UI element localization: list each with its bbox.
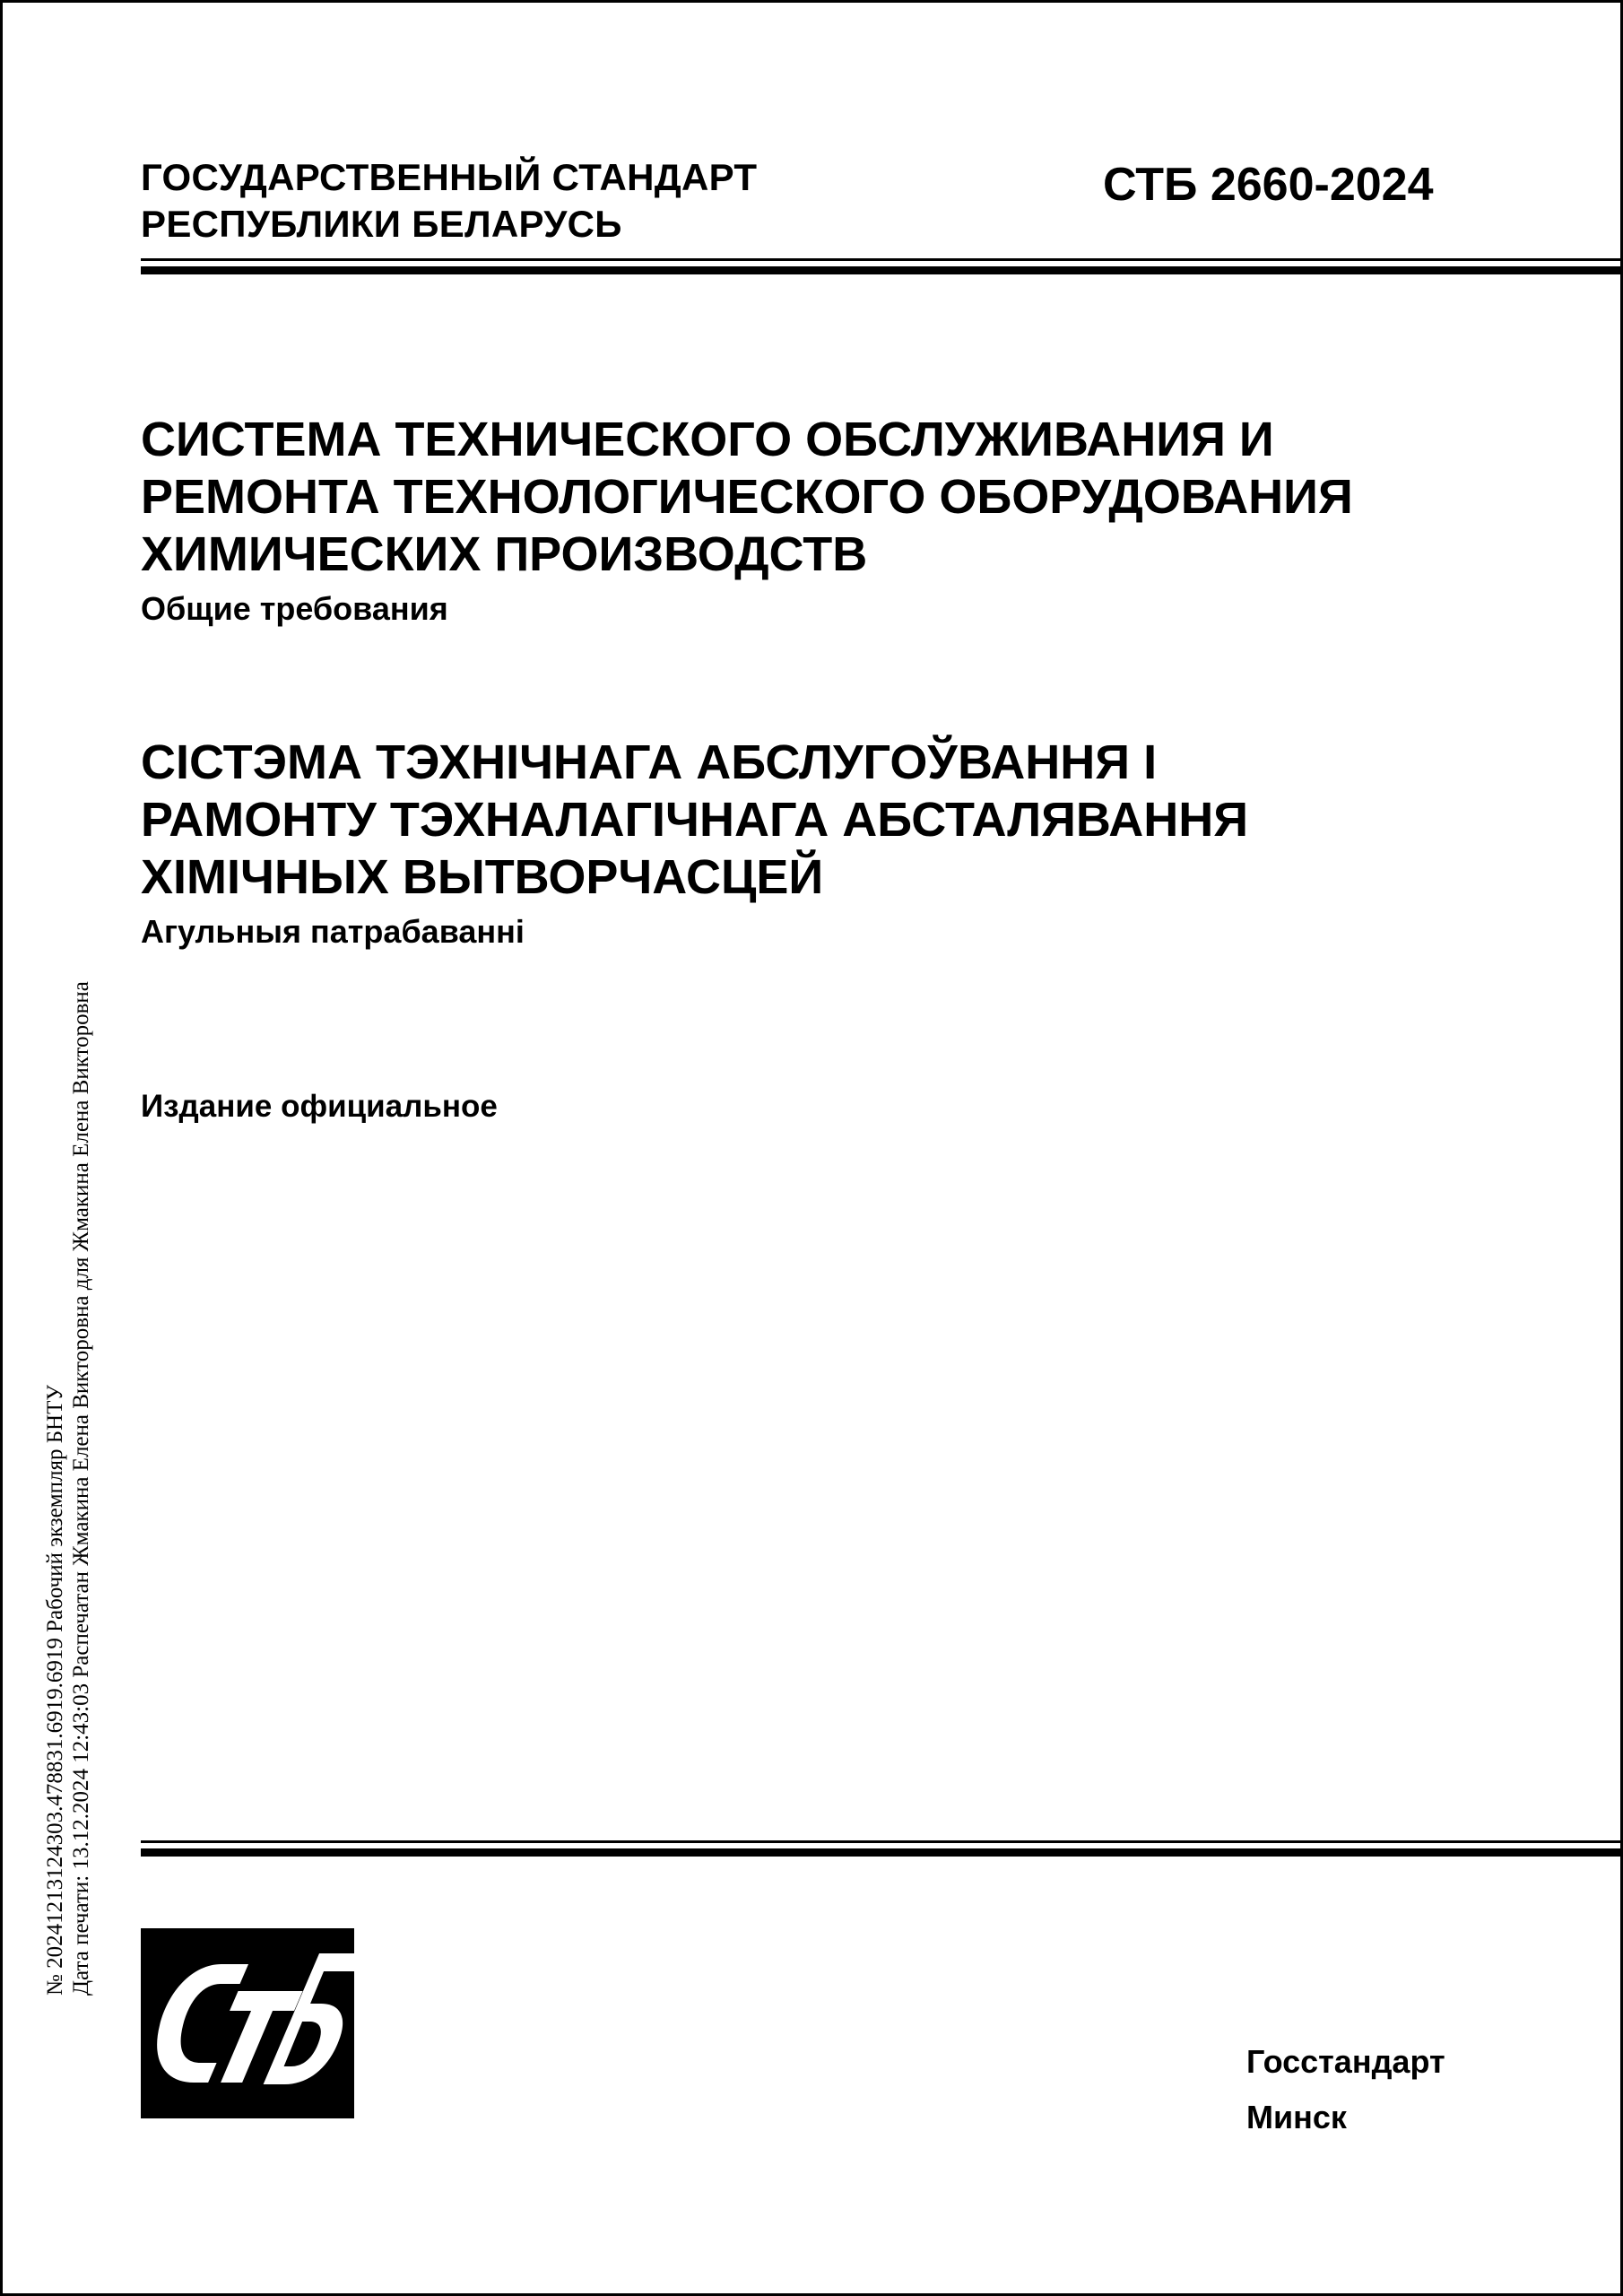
title-by-line-2: РАМОНТУ ТЭХНАЛАГІЧНАГА АБСТАЛЯВАННЯ	[141, 793, 1249, 847]
standard-type-line-1: ГОСУДАРСТВЕННЫЙ СТАНДАРТ	[141, 156, 758, 198]
document-code: СТБ 2660-2024	[1103, 159, 1434, 211]
print-stamp	[42, 646, 96, 1996]
title-ru-line-3: ХИМИЧЕСКИХ ПРОИЗВОДСТВ	[141, 527, 868, 581]
title-by-line-3: ХІМІЧНЫХ ВЫТВОРЧАСЦЕЙ	[141, 850, 824, 904]
standard-type-line-2: РЕСПУБЛИКИ БЕЛАРУСЬ	[141, 203, 622, 245]
stb-logo-icon	[141, 1928, 354, 2118]
title-russian	[141, 411, 1353, 630]
print-stamp-line-2: Дата печати: 13.12.2024 12:43:03 Распечатан Жмакина Елена Викторовна для Жмакина Елена Викторовна	[69, 981, 93, 1996]
publisher-city: Минск	[1246, 2099, 1347, 2135]
subtitle-ru: Общие требования	[141, 590, 448, 627]
publisher-name: Госстандарт	[1246, 2043, 1445, 2080]
subtitle-by: Агульныя патрабаванні	[141, 913, 525, 950]
title-by-line-1: СІСТЭМА ТЭХНІЧНАГА АБСЛУГОЎВАННЯ І	[141, 735, 1158, 789]
header-divider	[141, 258, 1623, 274]
title-ru-line-1: СИСТЕМА ТЕХНИЧЕСКОГО ОБСЛУЖИВАНИЯ И	[141, 413, 1274, 466]
footer-divider	[141, 1840, 1623, 1857]
title-ru-line-2: РЕМОНТА ТЕХНОЛОГИЧЕСКОГО ОБОРУДОВАНИЯ	[141, 470, 1353, 524]
publisher-block	[1246, 2034, 1445, 2145]
edition-note: Издание официальное	[141, 1089, 498, 1124]
standard-type-heading	[141, 154, 757, 248]
print-stamp-line-1: № 20241213124303.478831.6919.6919 Рабочий экземпляр БНТУ	[43, 1384, 67, 1996]
title-belarusian	[141, 734, 1248, 952]
